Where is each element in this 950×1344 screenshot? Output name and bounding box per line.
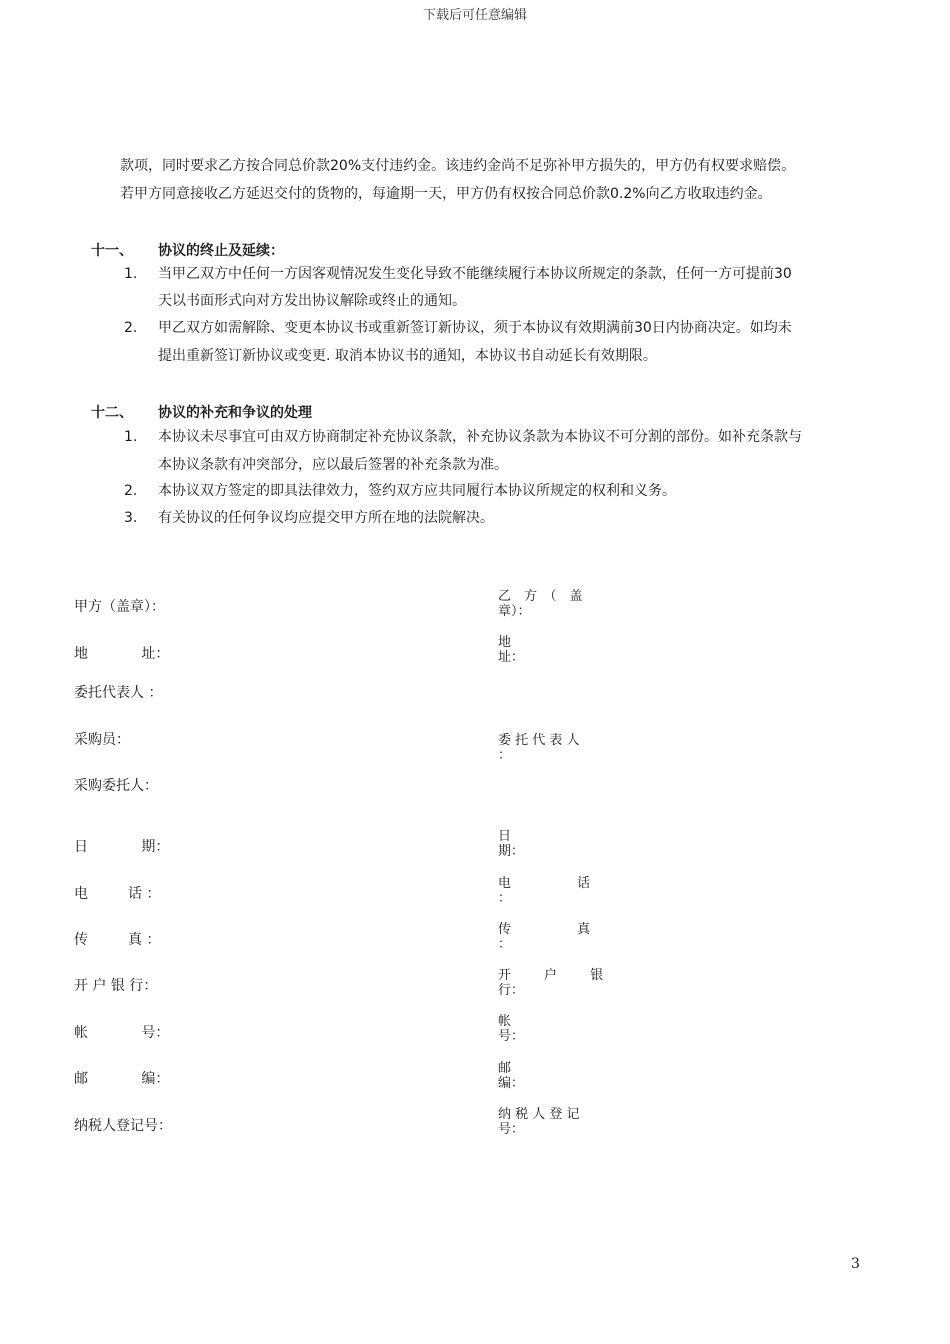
section-12-item-3-num: 3. (124, 510, 138, 526)
party-b-account-label-line-1: 帐 (498, 1014, 512, 1029)
party-b-phone-label-line-2: ： (498, 891, 512, 906)
party-a-tax-id-label: 纳税人登记号： (74, 1118, 172, 1134)
party-b-seal-label-line-1: 乙 方 （ 盖 (498, 589, 583, 604)
section-11-item-2-line-1: 甲乙双方如需解除、变更本协议书或重新签订新协议，须于本协议有效期满前30日内协商决定。如均未 (158, 320, 792, 336)
section-12-item-2-num: 2. (124, 483, 138, 499)
party-b-account-label-line-2: 号： (498, 1029, 525, 1044)
section-12-item-1-num: 1. (124, 429, 138, 445)
party-b-address-label-line-2: 址： (498, 650, 525, 665)
party-b-representative-label-line-1: 委 托 代 表 人 (498, 733, 580, 748)
section-12-item-1-line-1: 本协议未尽事宜可由双方协商制定补充协议条款，补充协议条款为本协议不可分割的部份。如补充条款与 (158, 429, 802, 445)
section-11-item-1-line-2: 天以书面形式向对方发出协议解除或终止的通知。 (158, 293, 466, 309)
section-12-number: 十二、 (91, 405, 133, 421)
section-12-title: 协议的补充和争议的处理 (158, 405, 312, 421)
party-a-bank-label: 开 户 银 行： (74, 978, 158, 994)
party-a-account-label: 帐 号： (74, 1025, 170, 1041)
section-11-item-2-line-2: 提出重新签订新协议或变更. 取消本协议书的通知，本协议书自动延长有效期限。 (158, 348, 657, 364)
party-a-buyer-agent-label: 采购委托人： (74, 778, 158, 794)
party-b-tax-id-label-line-1: 纳 税 人 登 记 (498, 1107, 580, 1122)
page-header: 下载后可任意编辑 (422, 8, 527, 23)
party-a-postcode-label: 邮 编： (74, 1071, 170, 1087)
party-b-seal-label-line-2: 章）： (498, 604, 531, 619)
section-12-item-3-line-1: 有关协议的任何争议均应提交甲方所在地的法院解决。 (158, 510, 494, 526)
party-b-phone-label-line-1: 电 话 (498, 876, 591, 891)
party-b-date-label-line-1: 日 (498, 829, 512, 844)
party-a-phone-label: 电 话 ： (74, 886, 161, 902)
party-a-address-label: 地 址： (74, 646, 170, 662)
party-a-date-label: 日 期： (74, 839, 170, 855)
section-11-number: 十一、 (91, 243, 133, 259)
party-b-fax-label-line-1: 传 真 (498, 922, 591, 937)
party-b-tax-id-label-line-2: 号： (498, 1122, 525, 1137)
party-a-representative-label: 委托代表人 ： (74, 685, 163, 701)
party-a-buyer-label: 采购员： (74, 732, 130, 748)
section-11-item-2-num: 2. (124, 320, 138, 336)
section-12-item-1-line-2: 本协议条款有冲突部分，应以最后签署的补充条款为准。 (158, 457, 508, 473)
party-a-fax-label: 传 真 ： (74, 932, 161, 948)
section-11-item-1-num: 1. (124, 266, 138, 282)
party-a-seal-label: 甲方（盖章）： (74, 599, 165, 615)
party-b-address-label-line-1: 地 (498, 635, 512, 650)
section-12-item-2-line-1: 本协议双方签定的即具法律效力，签约双方应共同履行本协议所规定的权利和义务。 (158, 483, 676, 499)
section-11-item-1-line-1: 当甲乙双方中任何一方因客观情况发生变化导致不能继续履行本协议所规定的条款，任何一方可提前30 (158, 266, 792, 282)
page-number: 3 (851, 1256, 860, 1272)
intro-line-1: 款项，同时要求乙方按合同总价款20%支付违约金。该违约金尚不足弥补甲方损失的，甲方仍有权要求赔偿。 (120, 158, 796, 174)
party-b-date-label-line-2: 期： (498, 844, 525, 859)
party-b-postcode-label-line-1: 邮 (498, 1061, 512, 1076)
party-b-postcode-label-line-2: 编： (498, 1076, 525, 1091)
party-b-bank-label-line-2: 行： (498, 983, 525, 998)
party-b-fax-label-line-2: ： (498, 937, 512, 952)
party-b-bank-label-line-1: 开 户 银 (498, 968, 604, 983)
intro-line-2: 若甲方同意接收乙方延迟交付的货物的，每逾期一天，甲方仍有权按合同总价款0.2%向乙方收取违约金。 (120, 186, 772, 202)
party-b-representative-label-line-2: ： (498, 748, 512, 763)
section-11-title: 协议的终止及延续： (158, 243, 284, 259)
